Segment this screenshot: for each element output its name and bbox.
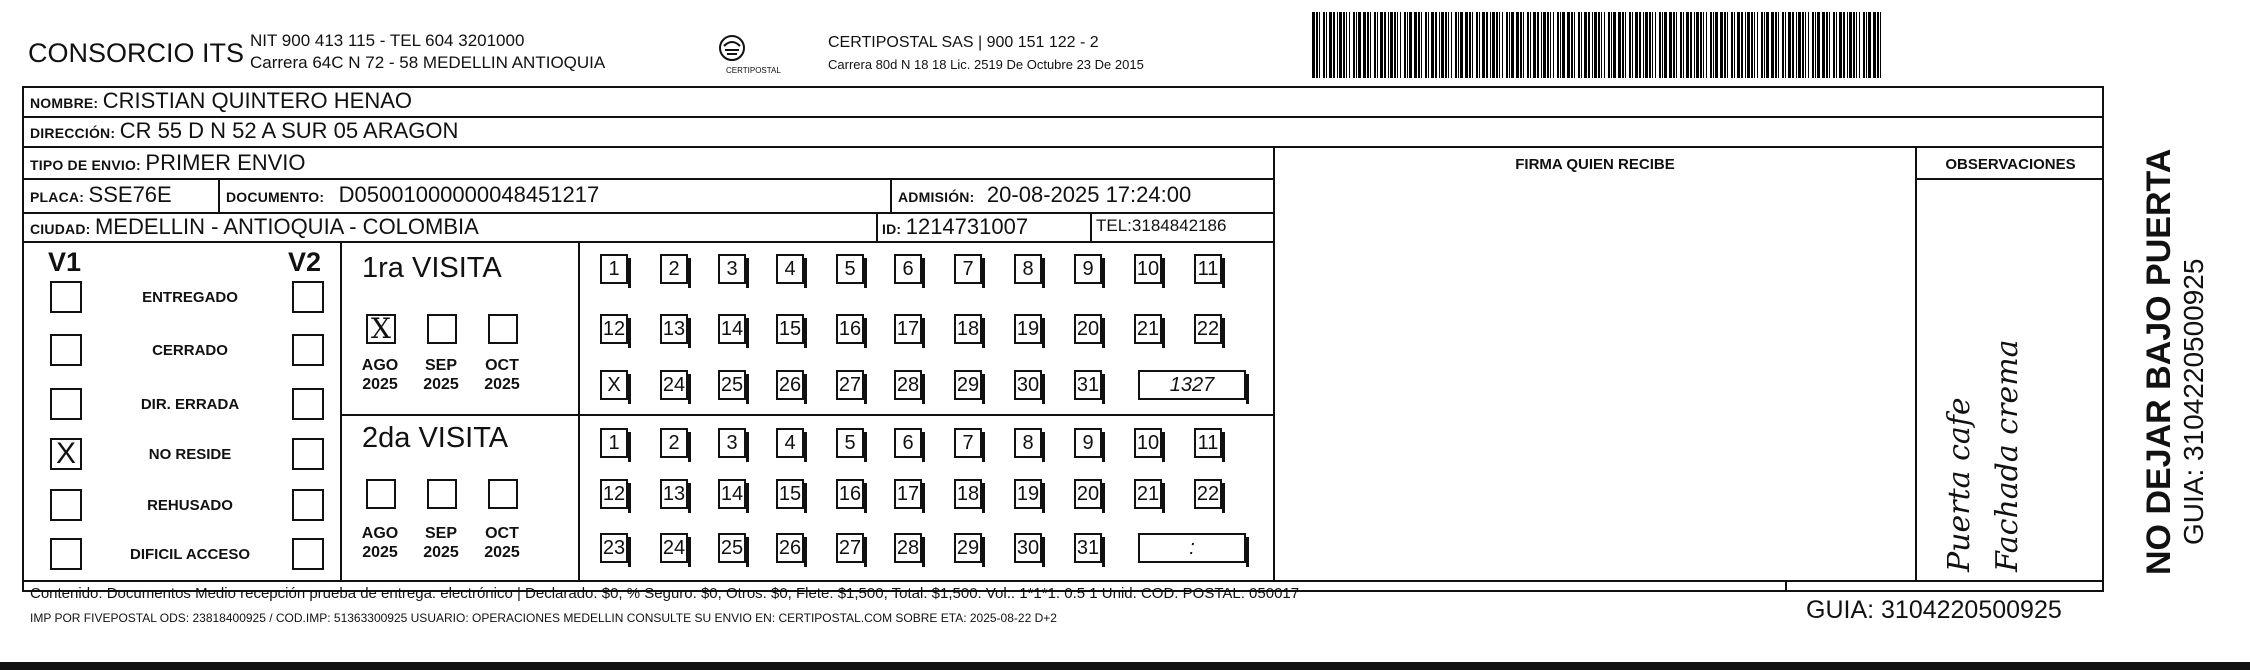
visit1-day-box[interactable]: 17 [894, 314, 922, 344]
month-name: SEP [424, 357, 457, 374]
id-row [882, 214, 1028, 240]
v2-checkbox[interactable] [292, 388, 324, 420]
handwritten-obs-1: Puerta cafe [1942, 397, 1977, 572]
nombre-row [30, 88, 412, 114]
visit1-day-box[interactable]: 30 [1014, 370, 1042, 400]
address-line: Carrera 64C N 72 - 58 MEDELLIN ANTIOQUIA [250, 53, 606, 72]
v2-checkbox[interactable] [292, 438, 324, 470]
month-name: OCT [485, 357, 519, 374]
visit1-month-checkbox[interactable] [488, 314, 518, 344]
month-year: 2025 [484, 544, 520, 561]
v1-checkbox[interactable] [50, 281, 82, 313]
logo-text: CERTIPOSTAL [726, 66, 781, 75]
visit2-day-box[interactable]: 29 [954, 533, 982, 563]
observaciones-header: OBSERVACIONES [1945, 156, 2076, 173]
visit2-day-box[interactable]: 5 [836, 428, 864, 458]
side-warning: NO DEJAR BAJO PUERTA [2140, 148, 2178, 575]
id-label: ID: [882, 221, 902, 237]
visit1-month-label [417, 356, 465, 394]
visit2-day-box[interactable]: 12 [600, 479, 628, 509]
visit2-month-label [478, 524, 526, 562]
visit1-day-box[interactable]: 12 [600, 314, 628, 344]
tipo-value: PRIMER ENVIO [145, 150, 306, 175]
v1-checkbox[interactable] [50, 334, 82, 366]
visit2-day-box[interactable]: 23 [600, 533, 628, 563]
visit1-day-box[interactable]: 22 [1194, 314, 1222, 344]
visit2-day-box[interactable]: 6 [894, 428, 922, 458]
v2-checkbox[interactable] [292, 538, 324, 570]
visit1-title: 1ra VISITA [362, 252, 502, 284]
visit1-day-box[interactable]: 29 [954, 370, 982, 400]
tipo-row [30, 150, 306, 176]
visit1-day-box[interactable]: 28 [894, 370, 922, 400]
visit1-day-box[interactable]: 21 [1134, 314, 1162, 344]
visit1-day-box[interactable]: 9 [1074, 254, 1102, 284]
visit1-day-box[interactable]: 27 [836, 370, 864, 400]
month-name: OCT [485, 525, 519, 542]
nombre-value: CRISTIAN QUINTERO HENAO [102, 88, 412, 113]
visit1-day-box[interactable]: 25 [718, 370, 746, 400]
reason-label: NO RESIDE [148, 446, 232, 463]
documento-label: DOCUMENTO: [226, 189, 325, 205]
visit1-month-label [478, 356, 526, 394]
admision-value: 20-08-2025 17:24:00 [986, 182, 1192, 207]
visit2-day-box[interactable]: 30 [1014, 533, 1042, 563]
placa-value: SSE76E [88, 182, 172, 207]
v2-checkbox[interactable] [292, 489, 324, 521]
visit2-day-box[interactable]: 22 [1194, 479, 1222, 509]
ciudad-row [30, 214, 479, 240]
id-value: 1214731007 [905, 214, 1029, 239]
admision-label: ADMISIÓN: [898, 189, 975, 205]
month-year: 2025 [484, 376, 520, 393]
handwritten-obs-2: Fachada crema [1990, 339, 2025, 572]
month-name: SEP [424, 525, 457, 542]
visit1-day-box[interactable]: 13 [660, 314, 688, 344]
visit1-day-box[interactable]: 19 [1014, 314, 1042, 344]
visit1-day-box[interactable]: 18 [954, 314, 982, 344]
footer-guia: GUIA: 3104220500925 [1806, 596, 2062, 624]
ciudad-label: CIUDAD: [30, 221, 91, 237]
visit1-day-box[interactable]: 7 [954, 254, 982, 284]
visit1-day-box[interactable]: 8 [1014, 254, 1042, 284]
tipo-label: TIPO DE ENVIO: [30, 157, 141, 173]
nombre-label: NOMBRE: [30, 95, 99, 111]
visit1-day-box[interactable]: 1 [600, 254, 628, 284]
visit2-title: 2da VISITA [362, 422, 509, 454]
placa-row [30, 182, 172, 208]
visit2-day-box[interactable]: 4 [776, 428, 804, 458]
visit2-day-box[interactable]: 2 [660, 428, 688, 458]
admision-row [898, 182, 1191, 208]
month-name: AGO [361, 525, 399, 542]
visit1-time-box[interactable]: 1327 [1138, 370, 1246, 400]
reason-label: DIFICIL ACCESO [129, 546, 250, 563]
company-nit [250, 30, 605, 74]
firma-header: FIRMA QUIEN RECIBE [1515, 156, 1675, 173]
visit2-day-box[interactable]: 25 [718, 533, 746, 563]
visit2-day-box[interactable]: 7 [954, 428, 982, 458]
visit2-month-label [417, 524, 465, 562]
visit1-day-box[interactable]: 5 [836, 254, 864, 284]
direccion-value: CR 55 D N 52 A SUR 05 ARAGON [119, 118, 459, 143]
reason-label: DIR. ERRADA [140, 396, 240, 413]
bottom-rule [0, 662, 2250, 670]
visit1-month-label [356, 356, 404, 394]
v1-checkbox[interactable] [50, 489, 82, 521]
visit2-day-box[interactable]: 11 [1194, 428, 1222, 458]
visit2-day-box[interactable]: 10 [1134, 428, 1162, 458]
visit2-month-checkbox[interactable] [366, 479, 396, 509]
v2-header: V2 [288, 247, 322, 277]
direccion-row [30, 118, 458, 144]
visit1-day-box[interactable]: 16 [836, 314, 864, 344]
company-name: CONSORCIO ITS [28, 38, 245, 68]
visit1-month-checkbox[interactable]: X [366, 314, 396, 344]
tel-value: 3184842186 [1131, 216, 1227, 235]
v2-checkbox[interactable] [292, 281, 324, 313]
visit1-day-box[interactable]: 14 [718, 314, 746, 344]
v2-checkbox[interactable] [292, 334, 324, 366]
visit2-day-box[interactable]: 21 [1134, 479, 1162, 509]
month-year: 2025 [362, 376, 398, 393]
visit1-day-box[interactable]: 2 [660, 254, 688, 284]
tel-label: TEL: [1096, 216, 1132, 235]
certipostal-line2: Carrera 80d N 18 18 Lic. 2519 De Octubre 23 De 2015 [828, 57, 1144, 72]
visit1-day-box[interactable]: X [600, 370, 628, 400]
visit2-day-box[interactable]: 24 [660, 533, 688, 563]
visit2-day-box[interactable]: 20 [1074, 479, 1102, 509]
visit2-day-box[interactable]: 13 [660, 479, 688, 509]
visit2-day-box[interactable]: 27 [836, 533, 864, 563]
visit2-day-box[interactable]: 3 [718, 428, 746, 458]
reason-label: ENTREGADO [142, 289, 238, 306]
visit2-day-box[interactable]: 8 [1014, 428, 1042, 458]
nit-line: NIT 900 413 115 - TEL 604 3201000 [250, 31, 525, 50]
visit1-day-box[interactable]: 11 [1194, 254, 1222, 284]
visit2-day-box[interactable]: 31 [1074, 533, 1102, 563]
visit1-day-box[interactable]: 4 [776, 254, 804, 284]
month-name: AGO [361, 357, 399, 374]
documento-row [226, 182, 599, 208]
visit1-day-box[interactable]: 31 [1074, 370, 1102, 400]
visit2-month-checkbox[interactable] [488, 479, 518, 509]
visit2-day-box[interactable]: 19 [1014, 479, 1042, 509]
reason-label: CERRADO [152, 342, 228, 359]
direccion-label: DIRECCIÓN: [30, 125, 116, 141]
visit1-day-box[interactable]: 6 [894, 254, 922, 284]
v1-checkbox[interactable] [50, 388, 82, 420]
visit2-day-box[interactable]: 28 [894, 533, 922, 563]
side-guia: GUIA: 3104220500925 [2178, 258, 2209, 545]
v1-checkbox[interactable] [50, 538, 82, 570]
certipostal-info [828, 32, 1144, 76]
placa-label: PLACA: [30, 189, 85, 205]
visit2-day-box[interactable]: 14 [718, 479, 746, 509]
certipostal-line1: CERTIPOSTAL SAS | 900 151 122 - 2 [828, 34, 1099, 51]
reason-label: REHUSADO [147, 497, 233, 514]
visit2-day-box[interactable]: 15 [776, 479, 804, 509]
month-year: 2025 [423, 544, 459, 561]
month-year: 2025 [362, 544, 398, 561]
side-text [2140, 149, 2210, 575]
barcode [1312, 12, 1890, 78]
visit2-day-box[interactable]: 26 [776, 533, 804, 563]
visit2-day-box[interactable]: 18 [954, 479, 982, 509]
tel-row [1096, 216, 1226, 236]
visit2-day-box[interactable]: 16 [836, 479, 864, 509]
visit2-time-box[interactable]: : [1138, 533, 1246, 563]
footer-content: Contenido: Documentos Medio recepción prueba de entrega: electrónico | Declarado: $0, % Seguro: $0, Otros: $0, Flete: $1,500, Total: $1,500. Vol.: 1*1*1. 0.5 1 Unid. COD. POSTAL: 050017 [30, 585, 1300, 602]
footer-imp: IMP POR FIVEPOSTAL ODS: 23818400925 / COD.IMP: 51363300925 USUARIO: OPERACIONES MEDELLIN CONSULTE SU ENVIO EN: CERTIPOSTAL.COM SOBRE ETA: 2025-08-22 D+2 [30, 611, 1057, 625]
visit1-day-box[interactable]: 24 [660, 370, 688, 400]
visit1-day-box[interactable]: 15 [776, 314, 804, 344]
visit2-month-checkbox[interactable] [427, 479, 457, 509]
visit1-day-box[interactable]: 20 [1074, 314, 1102, 344]
visit1-day-box[interactable]: 10 [1134, 254, 1162, 284]
ciudad-value: MEDELLIN - ANTIOQUIA - COLOMBIA [94, 214, 479, 239]
visit2-month-label [356, 524, 404, 562]
visit1-day-box[interactable]: 3 [718, 254, 746, 284]
visit2-day-box[interactable]: 1 [600, 428, 628, 458]
visit2-day-box[interactable]: 17 [894, 479, 922, 509]
certipostal-logo-icon [712, 30, 752, 70]
visit2-day-box[interactable]: 9 [1074, 428, 1102, 458]
month-year: 2025 [423, 376, 459, 393]
visit1-day-box[interactable]: 26 [776, 370, 804, 400]
visit1-month-checkbox[interactable] [427, 314, 457, 344]
v1-header: V1 [48, 247, 82, 277]
v1-checkbox[interactable]: X [50, 438, 82, 470]
documento-value: D05001000000048451217 [338, 182, 600, 207]
